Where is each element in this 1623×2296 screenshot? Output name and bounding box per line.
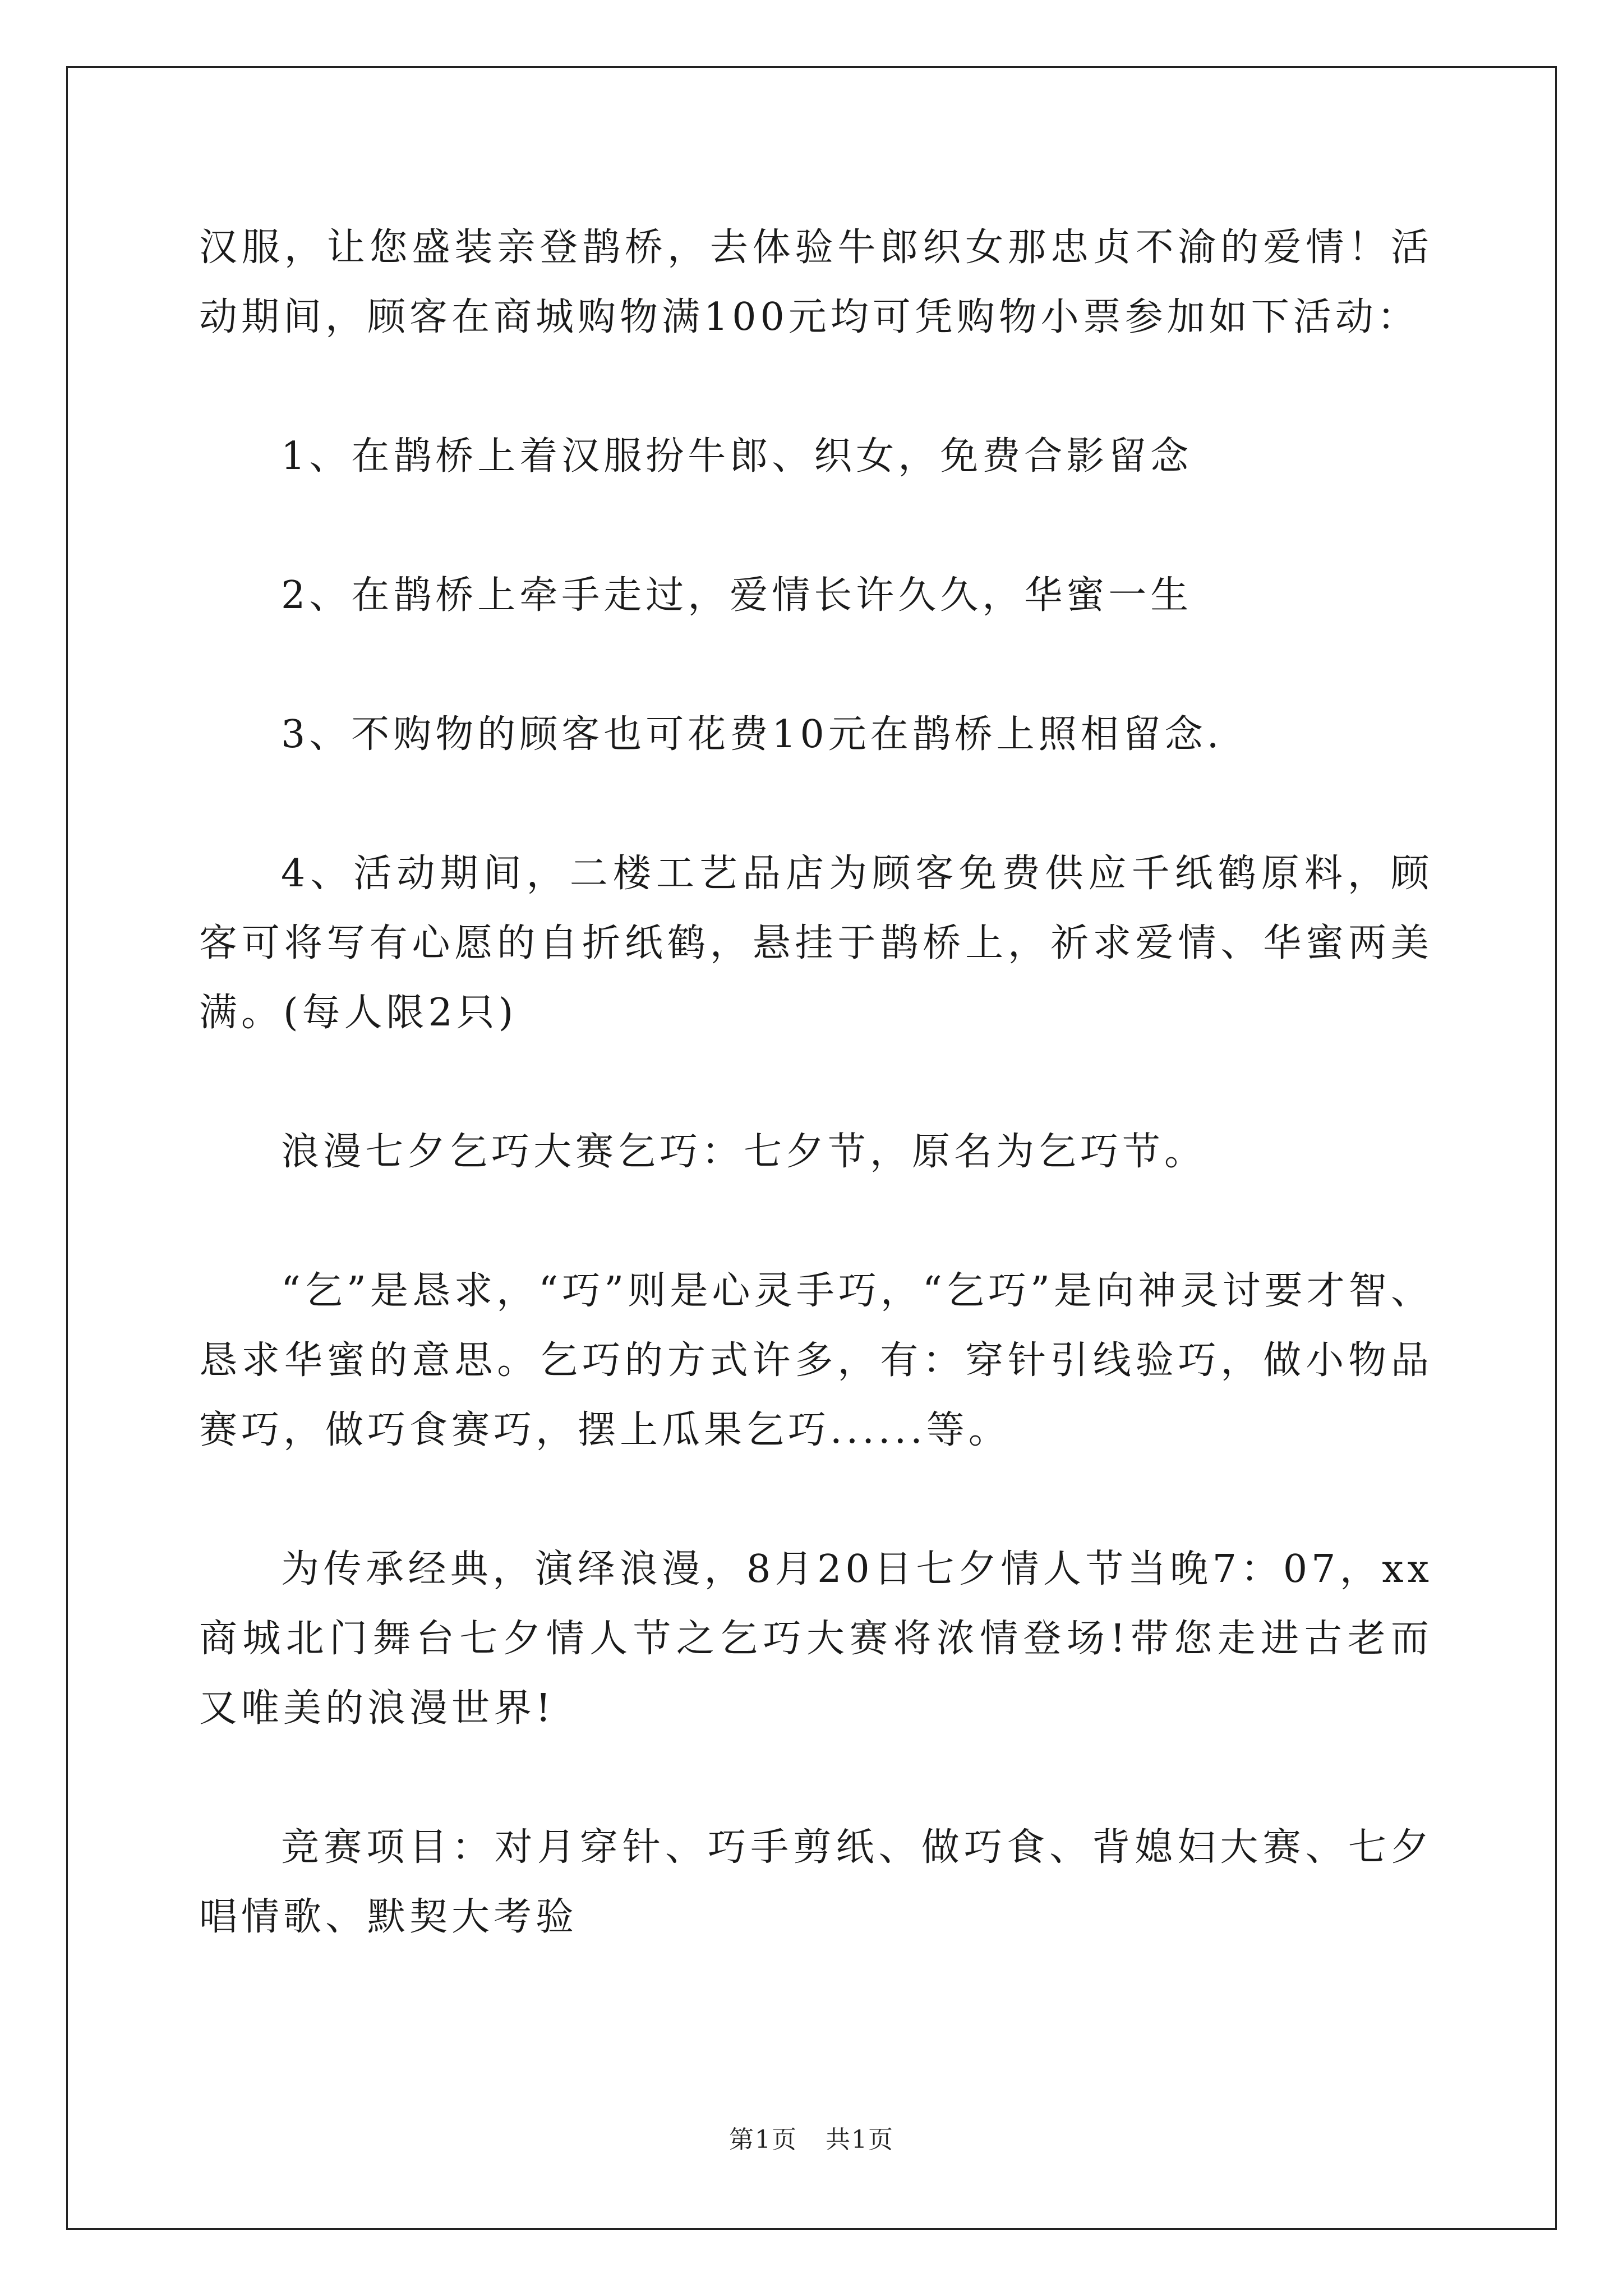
paragraph: 竞赛项目：对月穿针、巧手剪纸、做巧食、背媳妇大赛、七夕唱情歌、默契大考验 xyxy=(199,1825,1433,1939)
page-footer xyxy=(0,2119,1623,2155)
paragraph-gap xyxy=(199,1465,1433,1535)
paragraph-gap xyxy=(199,631,1433,700)
paragraph-gap xyxy=(199,1743,1433,1813)
paragraph: “乞”是恳求，“巧”则是心灵手巧，“乞巧”是向神灵讨要才智、恳求华蜜的意思。乞巧的方式许多，有：穿针引线验巧，做小物品赛巧，做巧食赛巧，摆上瓜果乞巧......等。 xyxy=(199,1269,1433,1452)
page-number: 第1页 xyxy=(729,2125,797,2154)
paragraph: 为传承经典，演绎浪漫，8月20日七夕情人节当晚7：07，xx商城北门舞台七夕情人节之乞巧大赛将浓情登场!带您走进古老而又唯美的浪漫世界! xyxy=(199,1547,1433,1731)
paragraph-gap xyxy=(199,1048,1433,1117)
document-body xyxy=(199,213,1433,1952)
paragraph-gap xyxy=(199,770,1433,839)
paragraph: 浪漫七夕乞巧大赛乞巧：七夕节，原名为乞巧节。 xyxy=(281,1130,1207,1174)
paragraph: 2、在鹊桥上牵手走过，爱情长许久久，华蜜一生 xyxy=(281,573,1193,618)
paragraph: 1、在鹊桥上着汉服扮牛郎、织女，免费合影留念 xyxy=(281,434,1193,478)
paragraph: 3、不购物的顾客也可花费10元在鹊桥上照相留念. xyxy=(281,712,1223,757)
paragraph: 4、活动期间，二楼工艺品店为顾客免费供应千纸鹤原料，顾客可将写有心愿的自折纸鹤，悬挂于鹊桥上，祈求爱情、华蜜两美满。(每人限2只) xyxy=(199,852,1433,1035)
paragraph: 汉服，让您盛装亲登鹊桥，去体验牛郎织女那忠贞不渝的爱情！活动期间，顾客在商城购物满100元均可凭购物小票参加如下活动： xyxy=(199,226,1433,339)
page-total: 共1页 xyxy=(826,2125,894,2154)
paragraph-gap xyxy=(199,491,1433,561)
paragraph-gap xyxy=(199,352,1433,422)
paragraph-gap xyxy=(199,1187,1433,1257)
